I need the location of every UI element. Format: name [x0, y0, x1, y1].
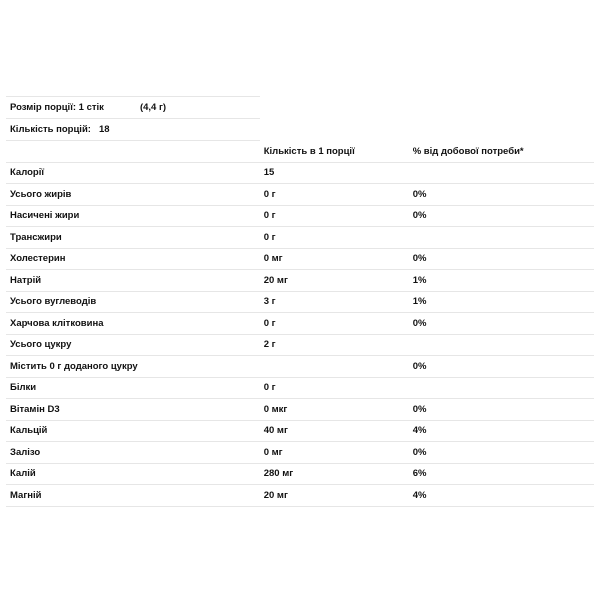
nutrition-table [6, 141, 594, 507]
servings-count-value: 18 [98, 124, 110, 135]
nutrient-amount: 15 [260, 162, 409, 184]
nutrient-amount: 20 мг [260, 270, 409, 292]
nutrient-amount: 0 мг [260, 442, 409, 464]
nutrient-dv: 0% [409, 205, 594, 227]
table-row [6, 377, 594, 399]
table-row [6, 248, 594, 270]
nutrient-name: Залізо [6, 442, 260, 464]
nutrient-dv: 0% [409, 356, 594, 378]
nutrient-amount: 0 г [260, 184, 409, 206]
nutrient-dv [409, 227, 594, 249]
serving-size-weight: (4,4 г) [139, 102, 167, 113]
nutrient-name: Холестерин [6, 248, 260, 270]
header-amount: Кількість в 1 порції [260, 141, 409, 162]
table-row [6, 270, 594, 292]
table-row [6, 442, 594, 464]
nutrient-name: Усього цукру [6, 334, 260, 356]
nutrient-dv: 0% [409, 399, 594, 421]
nutrient-dv: 4% [409, 485, 594, 507]
nutrient-name: Трансжири [6, 227, 260, 249]
nutrient-amount [260, 356, 409, 378]
nutrient-name: Калій [6, 463, 260, 485]
nutrient-name: Усього жирів [6, 184, 260, 206]
nutrient-dv: 0% [409, 442, 594, 464]
servings-count-row [6, 119, 260, 141]
nutrient-amount: 0 г [260, 227, 409, 249]
nutrient-name: Натрій [6, 270, 260, 292]
table-row [6, 205, 594, 227]
nutrient-name: Усього вуглеводів [6, 291, 260, 313]
table-header-row [6, 141, 594, 162]
table-row [6, 184, 594, 206]
nutrient-amount: 280 мг [260, 463, 409, 485]
servings-count-label: Кількість порцій: [10, 124, 91, 135]
table-row [6, 291, 594, 313]
nutrient-name: Калорії [6, 162, 260, 184]
nutrient-amount: 0 г [260, 205, 409, 227]
nutrient-dv [409, 377, 594, 399]
nutrient-dv: 1% [409, 291, 594, 313]
nutrient-name: Кальцій [6, 420, 260, 442]
table-row [6, 356, 594, 378]
nutrition-facts-panel [6, 96, 594, 507]
table-row [6, 485, 594, 507]
nutrient-dv: 1% [409, 270, 594, 292]
nutrient-name: Харчова клітковина [6, 313, 260, 335]
table-row [6, 162, 594, 184]
table-row [6, 463, 594, 485]
nutrient-dv: 0% [409, 248, 594, 270]
nutrient-amount: 0 г [260, 313, 409, 335]
nutrient-dv [409, 334, 594, 356]
header-daily-value: % від добової потреби* [409, 141, 594, 162]
table-row [6, 334, 594, 356]
nutrient-amount: 0 мкг [260, 399, 409, 421]
nutrient-dv: 4% [409, 420, 594, 442]
nutrient-name: Насичені жири [6, 205, 260, 227]
table-row [6, 420, 594, 442]
serving-info [6, 96, 260, 141]
nutrient-amount: 0 г [260, 377, 409, 399]
nutrient-name: Білки [6, 377, 260, 399]
table-row [6, 313, 594, 335]
nutrient-dv: 0% [409, 184, 594, 206]
nutrient-name: Містить 0 г доданого цукру [6, 356, 260, 378]
nutrient-amount: 20 мг [260, 485, 409, 507]
serving-size-row [6, 97, 260, 119]
nutrient-amount: 0 мг [260, 248, 409, 270]
nutrient-dv [409, 162, 594, 184]
nutrient-dv: 6% [409, 463, 594, 485]
nutrient-amount: 3 г [260, 291, 409, 313]
table-row [6, 399, 594, 421]
table-row [6, 227, 594, 249]
nutrient-amount: 2 г [260, 334, 409, 356]
nutrient-dv: 0% [409, 313, 594, 335]
serving-size-label: Розмір порції: 1 стік [10, 102, 104, 113]
nutrient-name: Магній [6, 485, 260, 507]
nutrient-amount: 40 мг [260, 420, 409, 442]
header-nutrient [6, 141, 260, 162]
nutrient-name: Вітамін D3 [6, 399, 260, 421]
